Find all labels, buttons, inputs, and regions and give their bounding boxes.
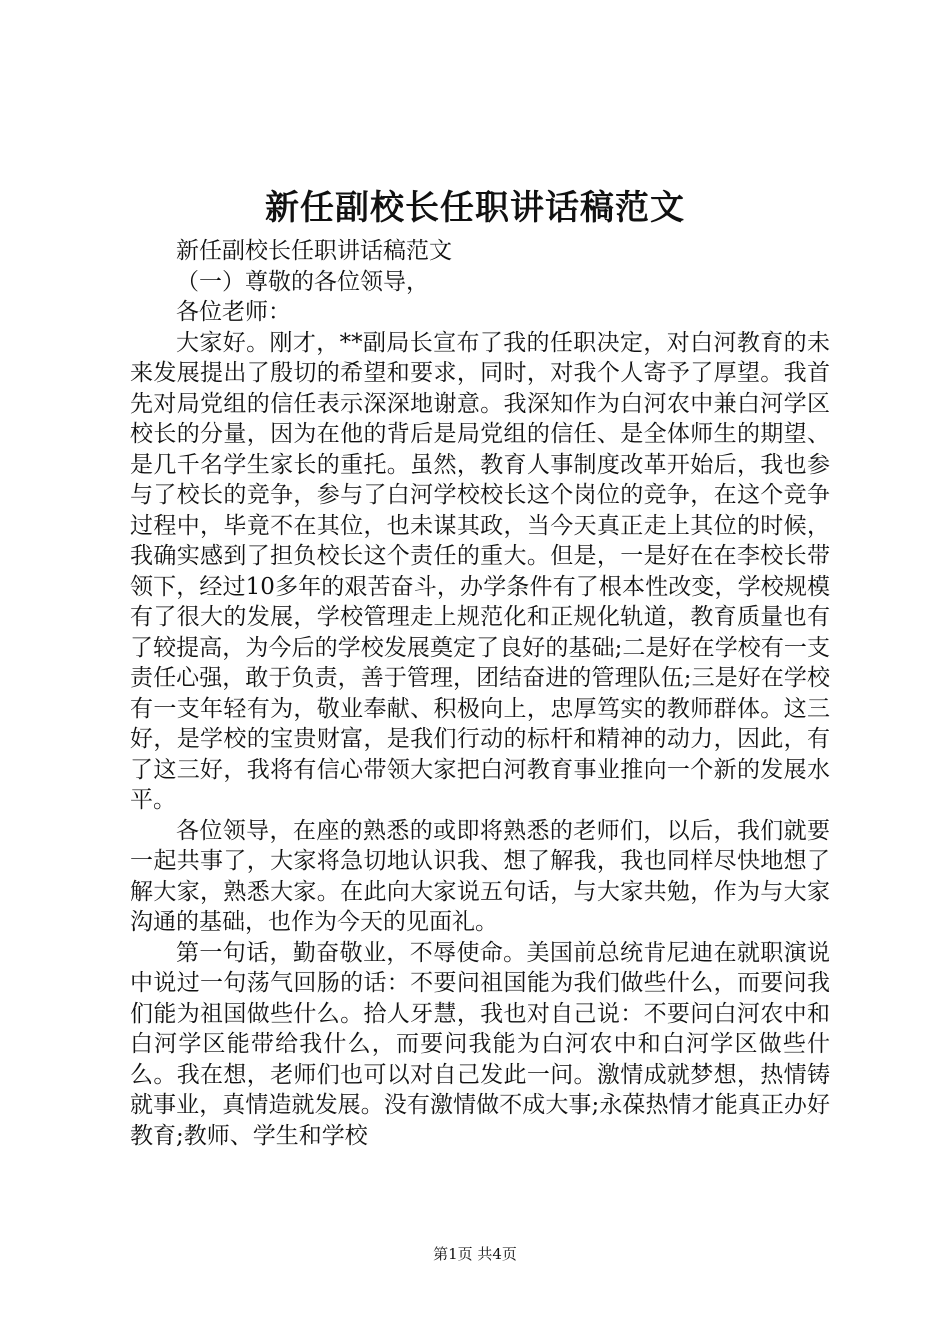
body-paragraph: 第一句话，勤奋敬业，不辱使命。美国前总统肯尼迪在就职演说中说过一句荡气回肠的话：不要问祖国能为我们做些什么，而要问我们能为祖国做些什么。拾人牙慧，我也对自己说：不要问白河农中和白河学区能带给我什么，而要问我能为白河农中和白河学区做些什么。我在想，老师们也可以对自己发此一问。激情成就梦想，热情铸就事业，真情造就发展。没有激情做不成大事;永葆热情才能真正办好教育;教师、学生和学校 (130, 939, 830, 1149)
document-body (130, 236, 830, 1151)
salutation-paragraph: （一）尊敬的各位领导， (176, 268, 429, 295)
subtitle-paragraph: 新任副校长任职讲话稿范文 (176, 238, 452, 264)
page-footer: 第1页 共4页 (433, 1245, 517, 1263)
salutation-paragraph: 各位老师： (176, 299, 291, 325)
body-paragraph: 大家好。刚才，**副局长宣布了我的任职决定，对白河教育的未来发展提出了殷切的希望和要求，同时，对我个人寄予了厚望。我首先对局党组的信任表示深深地谢意。我深知作为白河农中兼白河学区校长的分量，因为在他的背后是局党组的信任、是全体师生的期望、是几千名学生家长的重托。虽然，教育人事制度改革开始后，我也参与了校长的竞争，参与了白河学校校长这个岗位的竞争，在这个竞争过程中，毕竟不在其位，也未谋其政，当今天真正走上其位的时候，我确实感到了担负校长这个责任的重大。但是，一是好在在李校长带领下，经过10多年的艰苦奋斗，办学条件有了根本性改变，学校规模有了很大的发展，学校管理走上规范化和正规化轨道，教育质量也有了较提高，为今后的学校发展奠定了良好的基础;二是好在学校有一支责任心强，敢于负责，善于管理，团结奋进的管理队伍;三是好在学校有一支年轻有为，敬业奉献、积极向上，忠厚笃实的教师群体。这三好，是学校的宝贵财富，是我们行动的标杆和精神的动力，因此，有了这三好，我将有信心带领大家把白河教育事业推向一个新的发展水平。 (130, 329, 830, 813)
body-paragraph: 各位领导，在座的熟悉的或即将熟悉的老师们，以后，我们就要一起共事了，大家将急切地认识我、想了解我，我也同样尽快地想了解大家，熟悉大家。在此向大家说五句话，与大家共勉，作为与大家沟通的基础，也作为今天的见面礼。 (130, 817, 830, 935)
document-title: 新任副校长任职讲话稿范文 (265, 188, 685, 228)
